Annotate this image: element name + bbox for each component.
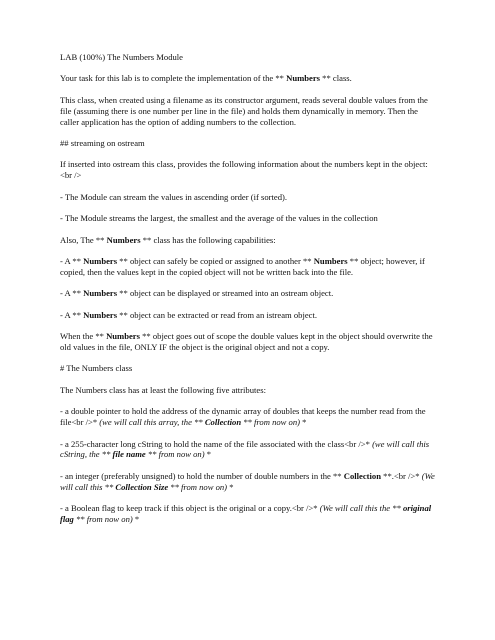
stream-item-stats: - The Module streams the largest, the smallest and the average of the values in the collection	[60, 213, 378, 224]
attribute-flag-term: original flag	[60, 503, 432, 525]
stream-item-ascending: - The Module can stream the values in ascending order (if sorted).	[60, 191, 288, 202]
capability-copy-class-2: Numbers	[313, 255, 348, 266]
capability-display	[60, 288, 435, 299]
attribute-size-collection: Collection	[343, 470, 381, 481]
attribute-size-note-b: ** from now on)	[168, 481, 228, 492]
attribute-file-name	[60, 439, 435, 461]
attribute-size-note-a: (We will call this **	[60, 470, 435, 492]
attribute-collection-note-a: (we will call this array, the **	[99, 417, 205, 428]
capability-display-text-c: ** object can be displayed or streamed into an ostream object.	[117, 288, 334, 299]
attribute-size-end: *	[227, 481, 234, 492]
attribute-flag-text: - a Boolean flag to keep track if this object is the original or a copy.<br />*	[60, 503, 320, 514]
capabilities-class-name: Numbers	[106, 234, 141, 245]
attribute-file-name-note-b: ** from now on)	[145, 449, 205, 460]
attribute-collection-note-b: ** from now on)	[241, 417, 300, 428]
attribute-collection-note	[99, 417, 300, 427]
capability-display-text-a: - A **	[60, 288, 84, 299]
capability-copy	[60, 256, 435, 278]
capability-display-class: Numbers	[83, 288, 118, 299]
intro-paragraph	[60, 73, 435, 84]
scope-text-a: When the **	[60, 331, 107, 342]
intro-text-end: ** class.	[320, 73, 352, 84]
scope-text-c: ** object goes out of scope the double values kept in the object should overwrite the old values in the file, ONLY IF the object is the original object and not a copy.	[60, 331, 433, 352]
class-heading: # The Numbers class	[60, 363, 133, 374]
attribute-file-name-term: file name	[112, 449, 146, 460]
capability-copy-text-a: - A **	[60, 255, 84, 266]
attribute-collection-size	[60, 471, 435, 493]
capability-copy-text-c: ** object can safely be copied or assigned to another **	[117, 255, 314, 266]
capability-extract-text-a: - A **	[60, 309, 84, 320]
attribute-flag-note-a: (We will call this the **	[319, 503, 403, 514]
scope-paragraph	[60, 331, 435, 353]
attribute-collection-term: Collection	[204, 417, 242, 428]
attribute-size-term: Collection Size	[115, 481, 169, 492]
attribute-original-flag	[60, 503, 435, 525]
capabilities-intro	[60, 235, 435, 246]
intro-text: Your task for this lab is to complete the implementation of the **	[60, 73, 287, 84]
document-title: LAB (100%) The Numbers Module	[60, 52, 183, 62]
intro-class-name: Numbers	[286, 73, 321, 84]
description-paragraph: This class, when created using a filename as its constructor argument, reads several double values from the file (assuming there is one number per line in the file) and holds them dynamically in memory. Then the caller application has the option of adding numbers to the collection.	[60, 94, 428, 127]
capability-extract-text-c: ** object can be extracted or read from an istream object.	[117, 309, 318, 320]
attribute-size-text-c: **.<br />*	[381, 470, 422, 481]
streaming-intro-paragraph: If inserted into ostream this class, provides the following information about the numbers kept in the object:<br />	[60, 159, 428, 181]
attribute-collection-end: *	[300, 417, 307, 428]
capability-copy-text-d: ** object; however, if copied, then the values kept in the copied object will not be written back into the file.	[60, 255, 425, 277]
attribute-file-name-text: - a 255-character long cString to hold the name of the file associated with the class<br />*	[60, 438, 373, 449]
attribute-flag-end: *	[132, 514, 140, 525]
attribute-collection	[60, 406, 435, 428]
attributes-intro: The Numbers class has at least the following five attributes:	[60, 384, 266, 395]
attribute-flag-note-b: ** from now on)	[73, 514, 133, 525]
scope-class-name: Numbers	[106, 331, 140, 342]
capabilities-text: Also, The **	[60, 234, 107, 245]
capability-extract	[60, 310, 435, 321]
streaming-heading: ## streaming on ostream	[60, 138, 145, 149]
capabilities-text-end: ** class has the following capabilities:	[140, 234, 276, 245]
attribute-file-name-note-a: (we will call this cString, the **	[60, 438, 430, 460]
attribute-size-text-a: - an integer (preferably unsigned) to hold the number of double numbers in the **	[60, 470, 344, 481]
attribute-collection-text: - a double pointer to hold the address of the dynamic array of doubles that keeps the number read from the file<br />*	[60, 406, 426, 428]
capability-copy-class-1: Numbers	[83, 255, 118, 266]
attribute-file-name-end: *	[204, 449, 212, 460]
capability-extract-class: Numbers	[83, 309, 118, 320]
